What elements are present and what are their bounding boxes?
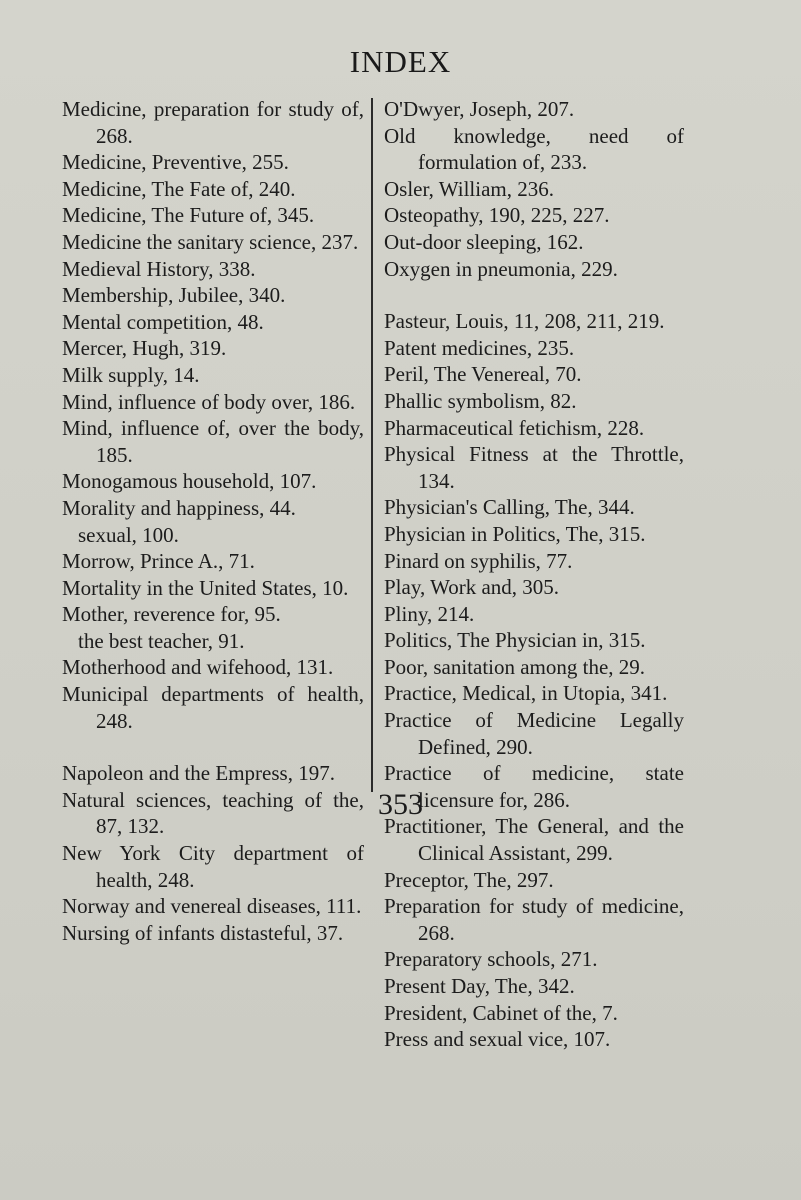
index-entry: Pinard on syphilis, 77. bbox=[384, 548, 573, 573]
index-entry: Present Day, The, 342. bbox=[384, 974, 575, 998]
index-entry: Peril, The Venereal, 70. bbox=[384, 362, 582, 387]
index-entry: Practice of Medicine Legally Defined, 290. bbox=[384, 708, 684, 759]
index-entry: Physician in Politics, The, 315. bbox=[384, 521, 646, 546]
index-entry: Morrow, Prince A., 71. bbox=[62, 549, 255, 574]
column-divider bbox=[371, 98, 373, 792]
index-entry: Physical Fitness at the Throttle, 134. bbox=[384, 442, 684, 493]
index-entry: Medicine the sanitary science, 237. bbox=[62, 229, 359, 254]
index-entry: Medicine, preparation for study of, 268. bbox=[62, 97, 364, 148]
index-entry: Practitioner, The General, and the Clinical Assistant, 299. bbox=[384, 814, 684, 866]
index-entry: Mother, reverence for, 95. bbox=[62, 602, 281, 627]
index-entry: New York City department of health, 248. bbox=[62, 841, 364, 892]
index-entry: Practice of medicine, state licensure for, 286. bbox=[384, 761, 684, 812]
index-entry: Napoleon and the Empress, 197. bbox=[62, 761, 335, 786]
index-entry: Milk supply, 14. bbox=[62, 362, 200, 387]
index-entry: Oxygen in pneumonia, 229. bbox=[384, 256, 618, 281]
index-entry: Old knowledge, need of formulation of, 233. bbox=[384, 123, 684, 175]
index-entry: Play, Work and, 305. bbox=[384, 575, 560, 600]
index-entry: Membership, Jubilee, 340. bbox=[62, 283, 286, 308]
index-entry: Municipal departments of health, 248. bbox=[62, 682, 364, 733]
index-entry: the best teacher, 91. bbox=[78, 628, 245, 653]
index-entry: Mental competition, 48. bbox=[62, 309, 264, 334]
index-column-right bbox=[384, 96, 684, 1053]
index-entry: Out-door sleeping, 162. bbox=[384, 229, 584, 254]
index-entry: President, Cabinet of the, 7. bbox=[384, 1000, 618, 1025]
index-entry: Medicine, Preventive, 255. bbox=[62, 150, 289, 175]
index-entry: Preparation for study of medicine, 268. bbox=[384, 894, 684, 945]
index-entry: Medicine, The Future of, 345. bbox=[62, 203, 315, 228]
index-entry: Physician's Calling, The, 344. bbox=[384, 495, 635, 520]
index-entry: Morality and happiness, 44. bbox=[62, 495, 296, 520]
index-entry: Osteopathy, 190, 225, 227. bbox=[384, 203, 610, 228]
index-entry: Nursing of infants distasteful, 37. bbox=[62, 920, 344, 945]
index-entry: Motherhood and wifehood, 131. bbox=[62, 655, 334, 680]
index-entry: Pharmaceutical fetichism, 228. bbox=[384, 415, 645, 440]
index-entry: Mind, influence of, over the body, 185. bbox=[62, 416, 364, 467]
index-entry: Practice, Medical, in Utopia, 341. bbox=[384, 681, 668, 706]
index-entry: Mercer, Hugh, 319. bbox=[62, 336, 227, 361]
index-entry: Osler, William, 236. bbox=[384, 176, 554, 201]
index-entry: sexual, 100. bbox=[78, 522, 179, 547]
page-number: 353 bbox=[378, 788, 423, 821]
index-entry: Politics, The Physician in, 315. bbox=[384, 628, 646, 653]
index-entry: Pliny, 214. bbox=[384, 601, 475, 626]
index-heading: INDEX bbox=[349, 44, 452, 79]
index-entry: Preceptor, The, 297. bbox=[384, 867, 554, 892]
index-entry: Preparatory schools, 271. bbox=[384, 947, 598, 972]
index-entry: Patent medicines, 235. bbox=[384, 335, 575, 360]
index-entry: Natural sciences, teaching of the, 87, 132. bbox=[62, 787, 364, 839]
index-entry: Medicine, The Fate of, 240. bbox=[62, 176, 296, 201]
index-entry: Norway and venereal diseases, 111. bbox=[62, 894, 362, 919]
index-entry: Mortality in the United States, 10. bbox=[62, 575, 349, 600]
index-entry: Monogamous household, 107. bbox=[62, 469, 317, 494]
index-entry: Poor, sanitation among the, 29. bbox=[384, 654, 646, 679]
index-entry: Mind, influence of body over, 186. bbox=[62, 389, 356, 414]
index-entry: Pasteur, Louis, 11, 208, 211, 219. bbox=[384, 309, 665, 334]
index-entry: Medieval History, 338. bbox=[62, 256, 256, 281]
index-entry: Press and sexual vice, 107. bbox=[384, 1027, 611, 1052]
index-entry: O'Dwyer, Joseph, 207. bbox=[384, 97, 575, 121]
index-entry: Phallic symbolism, 82. bbox=[384, 388, 577, 413]
